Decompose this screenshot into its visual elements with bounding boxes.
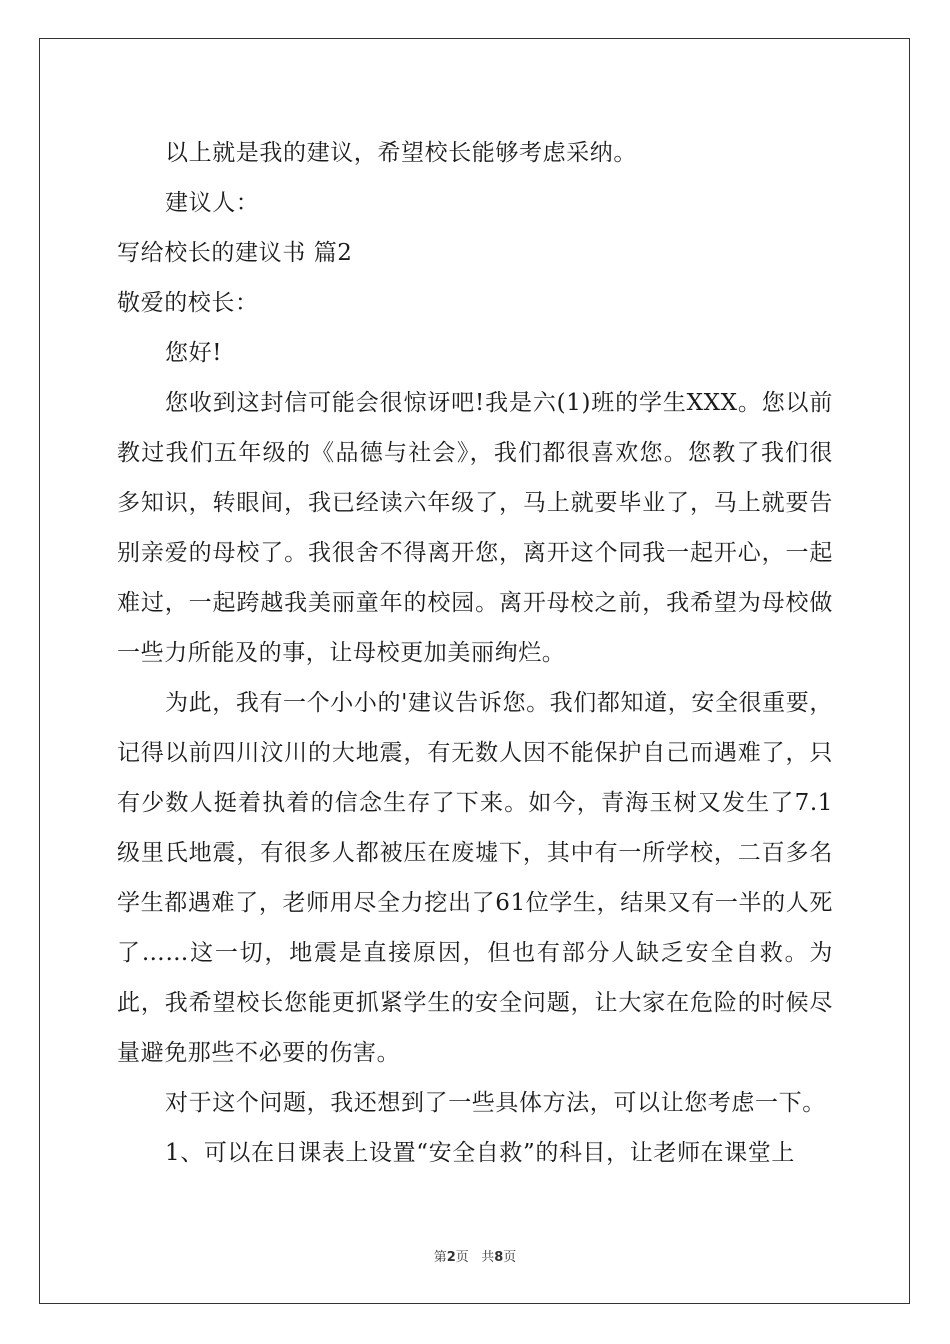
- footer-total-suffix: 页: [503, 1250, 517, 1265]
- document-body: [117, 128, 833, 1178]
- footer-page-suffix: 页: [455, 1250, 469, 1265]
- footer-total-prefix: 共: [481, 1250, 495, 1265]
- salutation: 敬爱的校长：: [117, 290, 259, 316]
- greeting: 您好!: [165, 340, 223, 366]
- body-paragraph-4: 1、可以在日课表上设置“安全自救”的科目，让老师在课堂上: [165, 1140, 795, 1166]
- body-paragraph-3: 对于这个问题，我还想到了一些具体方法，可以让您考虑一下。: [165, 1090, 826, 1116]
- signature-line: 建议人：: [165, 190, 260, 216]
- closing-line: 以上就是我的建议，希望校长能够考虑采纳。: [165, 140, 637, 166]
- footer-total-pages: 8: [494, 1250, 504, 1265]
- body-paragraph-1: 您收到这封信可能会很惊讶吧!我是六(1)班的学生XXX。您以前教过我们五年级的《品德与社会》，我们都很喜欢您。您教了我们很多知识，转眼间，我已经读六年级了，马上就要毕业了，马上就要告别亲爱的母校了。我很舍不得离开您，离开这个同我一起开心，一起难过，一起跨越我美丽童年的校园。离开母校之前，我希望为母校做一些力所能及的事，让母校更加美丽绚烂。: [117, 390, 833, 666]
- page-footer: [0, 1246, 950, 1265]
- footer-prefix: 第: [433, 1250, 447, 1265]
- body-paragraph-2: 为此，我有一个小小的'建议告诉您。我们都知道，安全很重要，记得以前四川汶川的大地震，有无数人因不能保护自己而遇难了，只有少数人挺着执着的信念生存了下来。如今，青海玉树又发生了7.1级里氏地震，有很多人都被压在废墟下，其中有一所学校，二百多名学生都遇难了，老师用尽全力挖出了61位学生，结果又有一半的人死了……这一切，地震是直接原因，但也有部分人缺乏安全自救。为此，我希望校长您能更抓紧学生的安全问题，让大家在危险的时候尽量避免那些不必要的伤害。: [117, 690, 833, 1066]
- section-heading: 写给校长的建议书 篇2: [117, 240, 353, 266]
- footer-page-number: 2: [446, 1250, 456, 1265]
